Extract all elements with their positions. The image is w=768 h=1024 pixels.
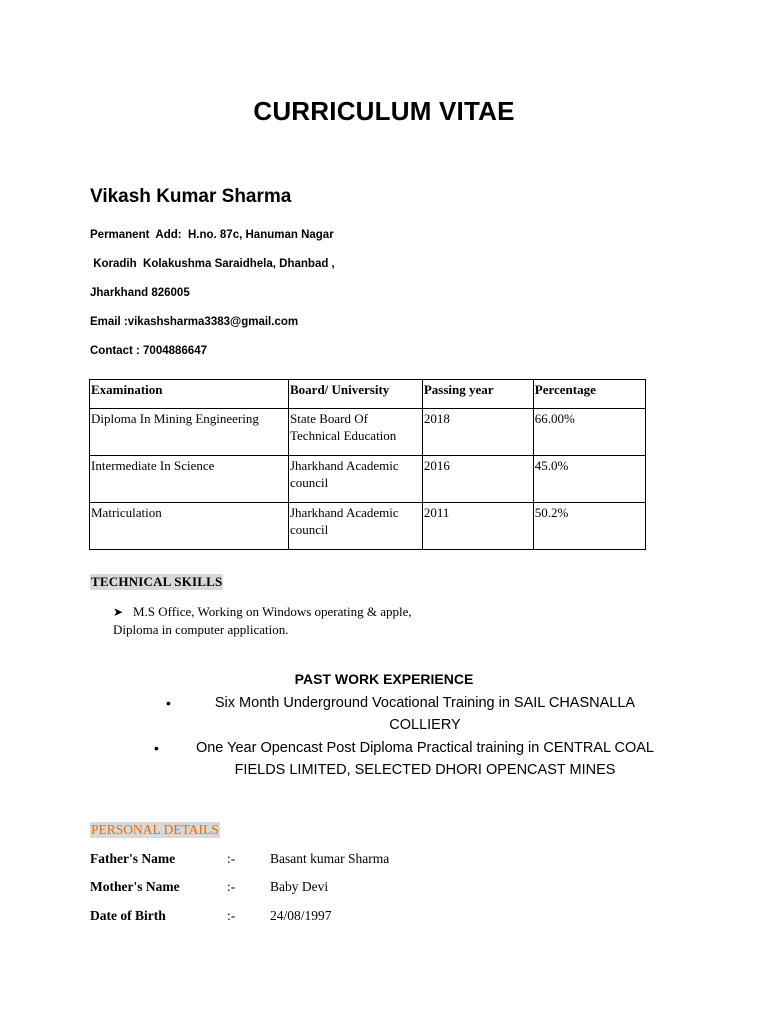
cell-percentage: 66.00%: [533, 409, 645, 456]
cell-passing-year: 2016: [422, 456, 533, 503]
skills-line-1: M.S Office, Working on Windows operating & apple,: [133, 604, 412, 619]
personal-details-heading: PERSONAL DETAILS: [91, 822, 219, 837]
bullet-icon: •: [154, 740, 159, 756]
cell-passing-year: 2011: [422, 503, 533, 550]
experience-line-2: FIELDS LIMITED, SELECTED DHORI OPENCAST MINES: [234, 762, 616, 778]
bullet-icon: •: [166, 695, 171, 711]
header-passing-year: Passing year: [422, 380, 533, 409]
address-line-3: Jharkhand 826005: [90, 287, 190, 299]
technical-skills-heading: TECHNICAL SKILLS: [91, 574, 223, 589]
contact-line: Contact : 7004886647: [90, 345, 207, 357]
table-header-row: [90, 380, 646, 409]
email-line: Email :vikashsharma3383@gmail.com: [90, 316, 299, 328]
table-row: [90, 456, 646, 503]
detail-label: Date of Birth: [90, 908, 166, 923]
header-board: Board/ University: [289, 380, 423, 409]
cell-percentage: 45.0%: [533, 456, 645, 503]
detail-label: Mother's Name: [90, 879, 180, 894]
cell-board: Jharkhand Academic council: [289, 503, 423, 550]
header-examination: Examination: [90, 380, 289, 409]
education-table: [89, 379, 646, 550]
cell-percentage: 50.2%: [533, 503, 645, 550]
detail-separator: :-: [227, 851, 236, 866]
experience-item: [166, 692, 670, 736]
cell-examination: Matriculation: [90, 503, 289, 550]
address-line-2: Koradih Kolakushma Saraidhela, Dhanbad ,: [90, 258, 335, 270]
detail-label: Father's Name: [90, 851, 176, 866]
cell-board: Jharkhand Academic council: [289, 456, 423, 503]
candidate-name: Vikash Kumar Sharma: [90, 186, 292, 207]
detail-value: Basant kumar Sharma: [270, 851, 390, 866]
arrow-bullet-icon: ➤: [113, 605, 124, 619]
experience-line-1: Six Month Underground Vocational Training in SAIL CHASNALLA: [214, 695, 636, 711]
technical-skills-item: [113, 603, 412, 638]
header-percentage: Percentage: [533, 380, 645, 409]
experience-item: [154, 737, 682, 781]
detail-value: Baby Devi: [270, 879, 329, 894]
cell-board: State Board Of Technical Education: [289, 409, 423, 456]
cell-examination: Intermediate In Science: [90, 456, 289, 503]
cell-examination: Diploma In Mining Engineering: [90, 409, 289, 456]
detail-separator: :-: [227, 879, 236, 894]
work-experience-heading: PAST WORK EXPERIENCE: [294, 671, 474, 687]
detail-value: 24/08/1997: [270, 908, 332, 923]
experience-line-2: COLLIERY: [389, 717, 461, 733]
document-title: CURRICULUM VITAE: [253, 96, 515, 126]
cell-passing-year: 2018: [422, 409, 533, 456]
experience-line-1: One Year Opencast Post Diploma Practical training in CENTRAL COAL: [195, 740, 655, 756]
table-row: [90, 503, 646, 550]
detail-separator: :-: [227, 908, 236, 923]
table-row: [90, 409, 646, 456]
skills-line-2: Diploma in computer application.: [113, 622, 289, 637]
address-line-1: Permanent Add: H.no. 87c, Hanuman Nagar: [90, 229, 334, 241]
